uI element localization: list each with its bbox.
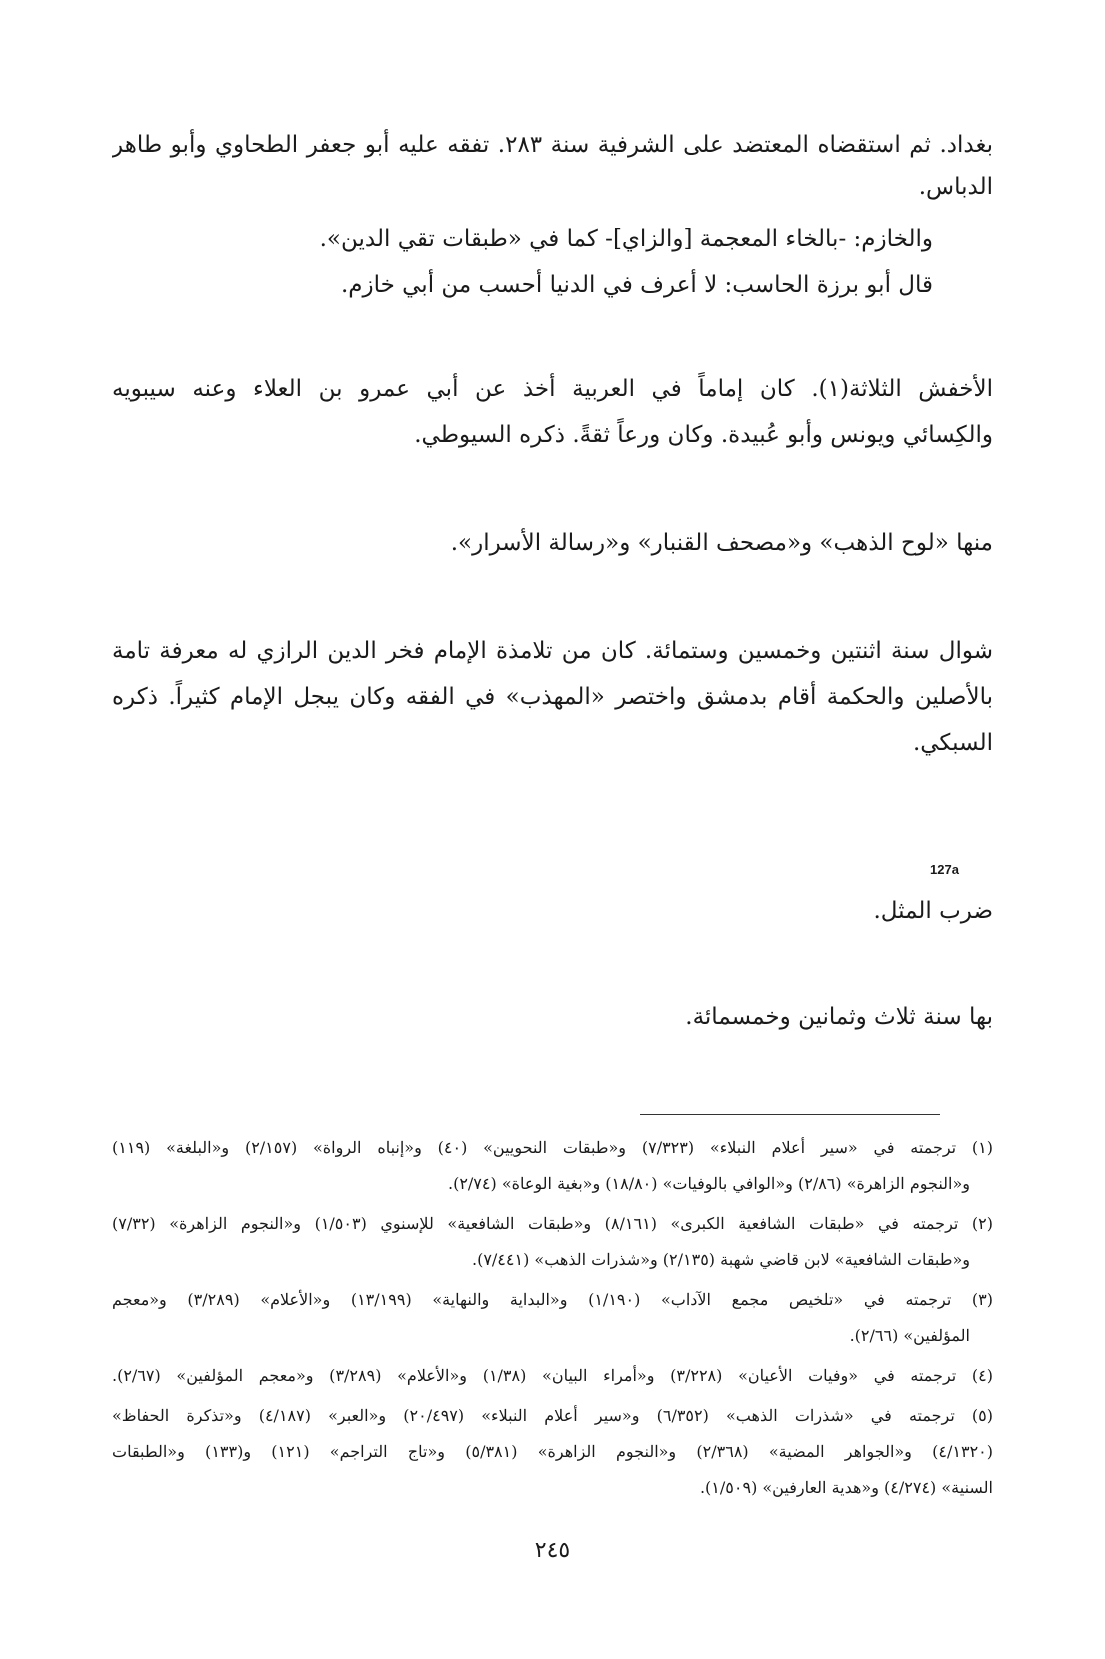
footnote-line: (٥) ترجمته في «شذرات الذهب» (٦/٣٥٢) و«سير أعلام النبلاء» (٢٠/٤٩٧) و«العبر» (٤/١٨٧) و«تذكرة الحفاظ» [112,1406,993,1425]
footnote-line: (٤/١٣٢٠) و«الجواهر المضية» (٢/٣٦٨) و«النجوم الزاهرة» (٥/٣٨١) و«تاج التراجم» (١٢١) و(١٣٣) و«الطبقات [112,1442,993,1461]
body-line: السبكي. [912,730,993,756]
footnote-line: (١) ترجمته في «سير أعلام النبلاء» (٧/٣٢٣) و«طبقات النحويين» (٤٠) و«إنباه الرواة» (٢/١٥٧) و«البلغة» (١١٩) [112,1138,993,1157]
footnote-line: و«طبقات الشافعية» لابن قاضي شهبة (٢/١٣٥) و«شذرات الذهب» (٧/٤٤١). [471,1250,970,1269]
page-number: ٢٤٥ [534,1538,571,1563]
body-line: الأخفش الثلاثة(١). كان إماماً في العربية أخذ عن أبي عمرو بن العلاء وعنه سيبويه [112,376,993,402]
footnote-divider [640,1114,940,1115]
footnote-line: و«النجوم الزاهرة» (٢/٨٦) و«الوافي بالوفيات» (١٨/٨٠) و«بغية الوعاة» (٢/٧٤). [447,1174,970,1193]
body-line: والخازم: -بالخاء المعجمة [والزاي]- كما في «طبقات تقي الدين». [319,226,933,252]
body-line: منها «لوح الذهب» و«مصحف القنبار» و«رسالة الأسرار». [450,530,993,556]
body-line: ضرب المثل. [873,898,993,924]
body-line: والكِسائي ويونس وأبو عُبيدة. وكان ورعاً ثقةً. ذكره السيوطي. [414,422,993,448]
footnote-line: المؤلفين» (٢/٦٦). [849,1326,970,1345]
footnote-line: (٤) ترجمته في «وفيات الأعيان» (٣/٢٢٨) و«أمراء البيان» (١/٣٨) و«الأعلام» (٣/٢٨٩) و«معجم المؤلفين» (٢/٦٧). [112,1366,993,1385]
body-line: بها سنة ثلاث وثمانين وخمسمائة. [685,1004,993,1030]
body-line: قال أبو برزة الحاسب: لا أعرف في الدنيا أحسب من أبي خازم. [340,272,933,298]
body-line: بالأصلين والحكمة أقام بدمشق واختصر «المهذب» في الفقه وكان يبجل الإمام كثيراً. ذكره [112,684,993,710]
body-line: بغداد. ثم استقضاه المعتضد على الشرفية سنة ٢٨٣. تفقه عليه أبو جعفر الطحاوي وأبو طاهر [112,132,993,158]
footnote-line: (٢) ترجمته في «طبقات الشافعية الكبرى» (٨/١٦١) و«طبقات الشافعية» للإسنوي (١/٥٠٣) و«النجوم الزاهرة» (٧/٣٢) [112,1214,993,1233]
footnote-line: السنية» (٤/٢٧٤) و«هدية العارفين» (١/٥٠٩). [699,1478,993,1497]
manuscript-folio-mark: 127a [930,862,959,877]
body-line: الدباس. [918,174,993,200]
footnote-line: (٣) ترجمته في «تلخيص مجمع الآداب» (١/١٩٠) و«البداية والنهاية» (١٣/١٩٩) و«الأعلام» (٣/٢٨٩) و«معجم [112,1290,993,1309]
body-line: شوال سنة اثنتين وخمسين وستمائة. كان من تلامذة الإمام فخر الدين الرازي له معرفة تامة [112,638,993,664]
